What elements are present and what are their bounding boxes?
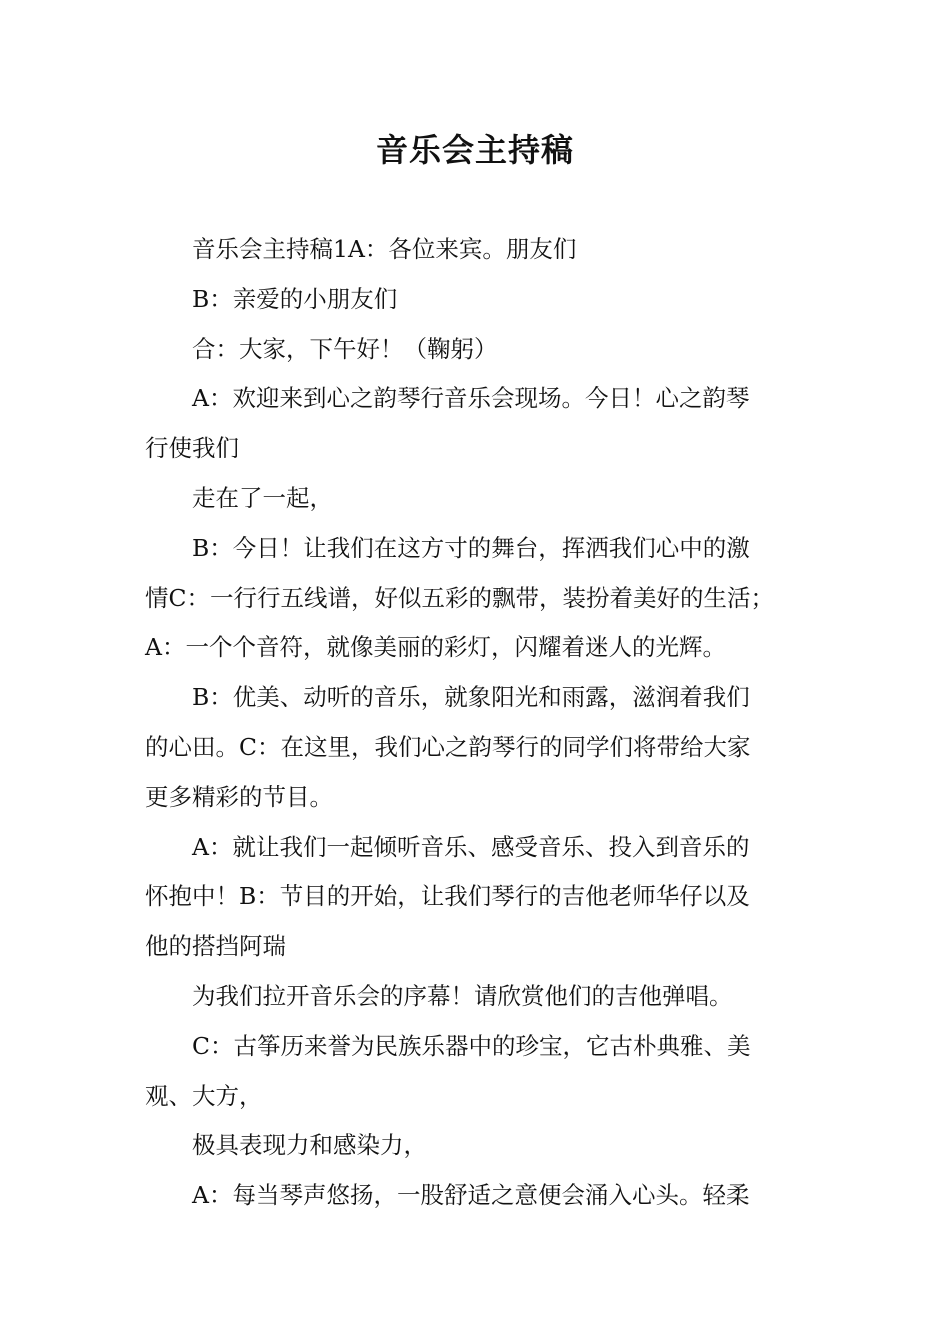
text-line: C：古筝历来誉为民族乐器中的珍宝，它古朴典雅、美	[192, 1031, 751, 1060]
document-title: 音乐会主持稿	[375, 131, 574, 169]
paragraph-11	[145, 1121, 810, 1171]
text-line: 观、大方，	[145, 1081, 263, 1110]
text-line: A：欢迎来到心之韵琴行音乐会现场。今日！心之韵琴	[192, 384, 750, 413]
text-line: A：每当琴声悠扬，一股舒适之意便会涌入心头。轻柔	[192, 1181, 750, 1210]
text-line: 为我们拉开音乐会的序幕！请欣赏他们的吉他弹唱。	[192, 981, 733, 1010]
paragraph-5	[145, 474, 810, 524]
text-line: B：今日！让我们在这方寸的舞台，挥洒我们心中的激	[192, 533, 750, 562]
text-line: B：优美、动听的音乐，就象阳光和雨露，滋润着我们	[192, 683, 750, 712]
paragraph-4	[145, 374, 810, 474]
text-line: 更多精彩的节目。	[145, 782, 333, 811]
text-line: 情C：一行行五线谱，好似五彩的飘带，装扮着美好的生活；	[145, 583, 774, 612]
text-line: 音乐会主持稿1A：各位来宾。朋友们	[192, 235, 577, 263]
paragraph-12	[145, 1171, 810, 1221]
text-line: 他的搭挡阿瑞	[145, 932, 286, 961]
text-line: 行使我们	[145, 434, 239, 463]
paragraph-6	[145, 524, 810, 673]
paragraph-8	[145, 823, 810, 972]
text-line: B：亲爱的小朋友们	[192, 284, 398, 313]
paragraph-7	[145, 673, 810, 822]
text-line: A：就让我们一起倾听音乐、感受音乐、投入到音乐的	[192, 832, 750, 861]
text-line: 走在了一起，	[192, 483, 333, 512]
paragraph-9	[145, 972, 810, 1022]
paragraph-1	[145, 225, 810, 275]
text-line: 合：大家，下午好！（鞠躬）	[192, 334, 498, 363]
text-line: A：一个个音符，就像美丽的彩灯，闪耀着迷人的光辉。	[145, 633, 726, 662]
text-line: 极具表现力和感染力，	[192, 1131, 427, 1160]
document-body	[145, 225, 810, 1221]
paragraph-10	[145, 1022, 810, 1122]
paragraph-3	[145, 325, 810, 375]
text-line: 怀抱中！B：节目的开始，让我们琴行的吉他老师华仔以及	[145, 882, 750, 911]
paragraph-2	[145, 275, 810, 325]
text-line: 的心田。C：在这里，我们心之韵琴行的同学们将带给大家	[145, 732, 751, 761]
